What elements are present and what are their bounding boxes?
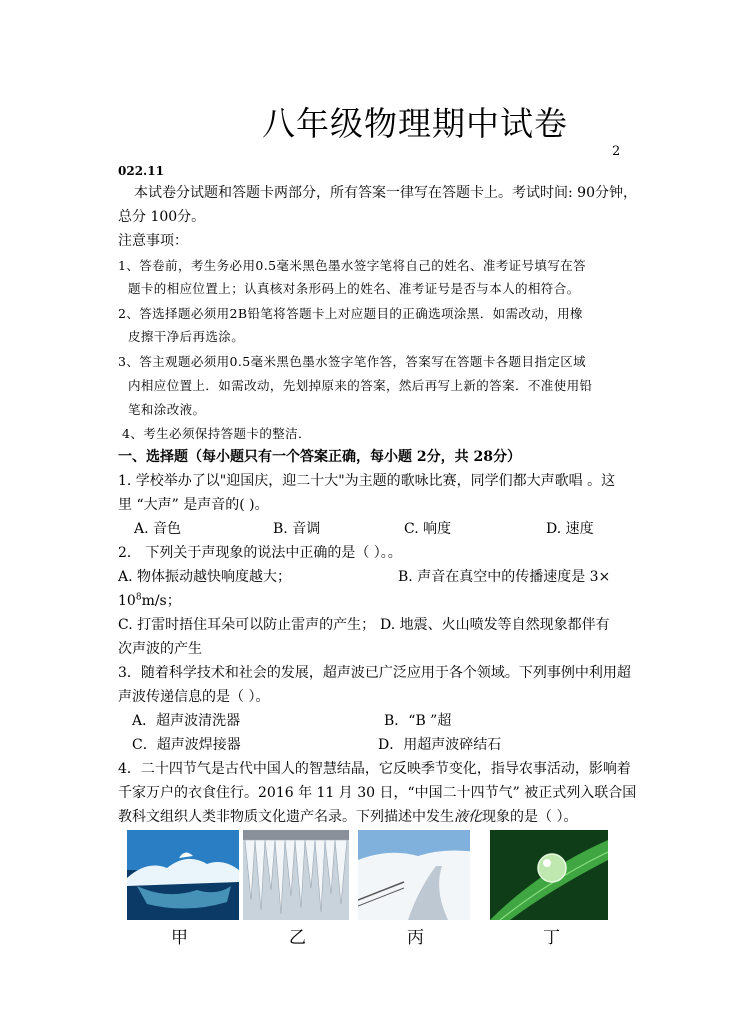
q2-option-b: B. 声音在真空中的传播速度是 3× xyxy=(398,569,611,585)
q2-option-c: C. 打雷时捂住耳朵可以防止雷声的产生； xyxy=(118,617,376,633)
q3-option-a: A．超声波清洗器 xyxy=(132,713,241,729)
note-2-line-2: 皮擦干净后再选涂。 xyxy=(128,329,245,344)
q1-option-b: B. 音调 xyxy=(273,521,321,537)
q2-option-d-cont: 次声波的产生 xyxy=(118,641,202,657)
intro-line-1: 本试卷分试题和答题卡两部分，所有答案一律写在答题卡上。考试时间: 90分钟， xyxy=(134,185,637,201)
q3-stem-line-2: 声波传递信息的是（ ）。 xyxy=(118,689,270,705)
q3-stem-line-1: 3．随着科学技术和社会的发展，超声波已广泛应用于各个领域。下列事例中利用超 xyxy=(118,665,631,681)
notice-title: 注意事项： xyxy=(118,233,188,249)
q2-option-a: A. 物体振动越快响度越大； xyxy=(118,569,292,585)
q3-option-b: B．“B ”超 xyxy=(384,713,452,729)
q1-stem-line-1: 1. 学校举办了以"迎国庆，迎二十大"为主题的歌咏比赛，同学们都大声歌唱 。这 xyxy=(118,473,616,489)
q1-option-d: D. 速度 xyxy=(546,521,594,537)
photo-snow-road xyxy=(358,830,470,920)
q1-stem-line-2: 里 “大声” 是声音的( )。 xyxy=(118,497,269,513)
q3-option-d: D．用超声波碎结石 xyxy=(378,737,502,753)
note-3-line-3: 笔和涂改液。 xyxy=(128,402,206,417)
year-fragment-1: 2 xyxy=(612,144,621,159)
caption-ding: 丁 xyxy=(543,928,560,948)
photo-icicles xyxy=(243,830,355,920)
q4-stem-line-1: 4．二十四节气是古代中国人的智慧结晶，它反映季节变化，指导农事活动，影响着 xyxy=(118,761,631,777)
caption-yi: 乙 xyxy=(289,928,306,948)
intro-line-2: 总分 100分。 xyxy=(118,209,206,225)
note-3-line-2: 内相应位置上．如需改动，先划掉原来的答案，然后再写上新的答案．不准使用铅 xyxy=(128,378,593,393)
section-heading: 一、选择题（每小题只有一个答案正确，每小题 2分，共 28分） xyxy=(118,449,521,465)
note-2-line-1: 2、答选择题必须用2B铅笔将答题卡上对应题目的正确选项涂黑．如需改动，用橡 xyxy=(118,306,583,321)
q4-stem-line-3: 教科文组织人类非物质文化遗产名录。下列描述中发生液化现象的是（ ）。 xyxy=(118,809,578,825)
note-3-line-1: 3、答主观题必须用0.5毫米黑色墨水签字笔作答，答案写在答题卡各题目指定区域 xyxy=(118,354,587,369)
q2-option-b-cont: $10^8m/s$； xyxy=(118,592,181,609)
page-title: 八年级物理期中试卷 xyxy=(262,104,568,143)
q4-stem-line-2: 千家万户的衣食住行。2016 年 11 月 30 日，“中国二十四节气” 被正式列入联合国 xyxy=(118,785,637,801)
caption-bing: 丙 xyxy=(407,928,424,948)
photo-iceberg xyxy=(127,830,239,920)
caption-jia: 甲 xyxy=(171,928,188,948)
note-1-line-2: 题卡的相应位置上；认真核对条形码上的姓名、准考证号是否与本人的相符合。 xyxy=(128,281,580,296)
year-fragment-2: 022.11 xyxy=(118,164,164,178)
q2-option-d: D. 地震、火山喷发等自然现象都伴有 xyxy=(380,617,610,633)
note-4: 4、考生必须保持答题卡的整洁． xyxy=(122,426,311,441)
q1-option-a: A. 音色 xyxy=(134,521,182,537)
q3-option-c: C．超声波焊接器 xyxy=(132,737,241,753)
q2-stem: 2． 下列关于声现象的说法中正确的是（ ）。。 xyxy=(118,545,402,561)
note-1-line-1: 1、答卷前，考生务必用0.5毫米黑色墨水签字笔将自己的姓名、准考证号填写在答 xyxy=(118,258,587,273)
emphasis-liquefaction: 液化 xyxy=(454,809,482,825)
photo-dew-drop xyxy=(490,830,608,920)
q1-option-c: C. 响度 xyxy=(404,521,452,537)
